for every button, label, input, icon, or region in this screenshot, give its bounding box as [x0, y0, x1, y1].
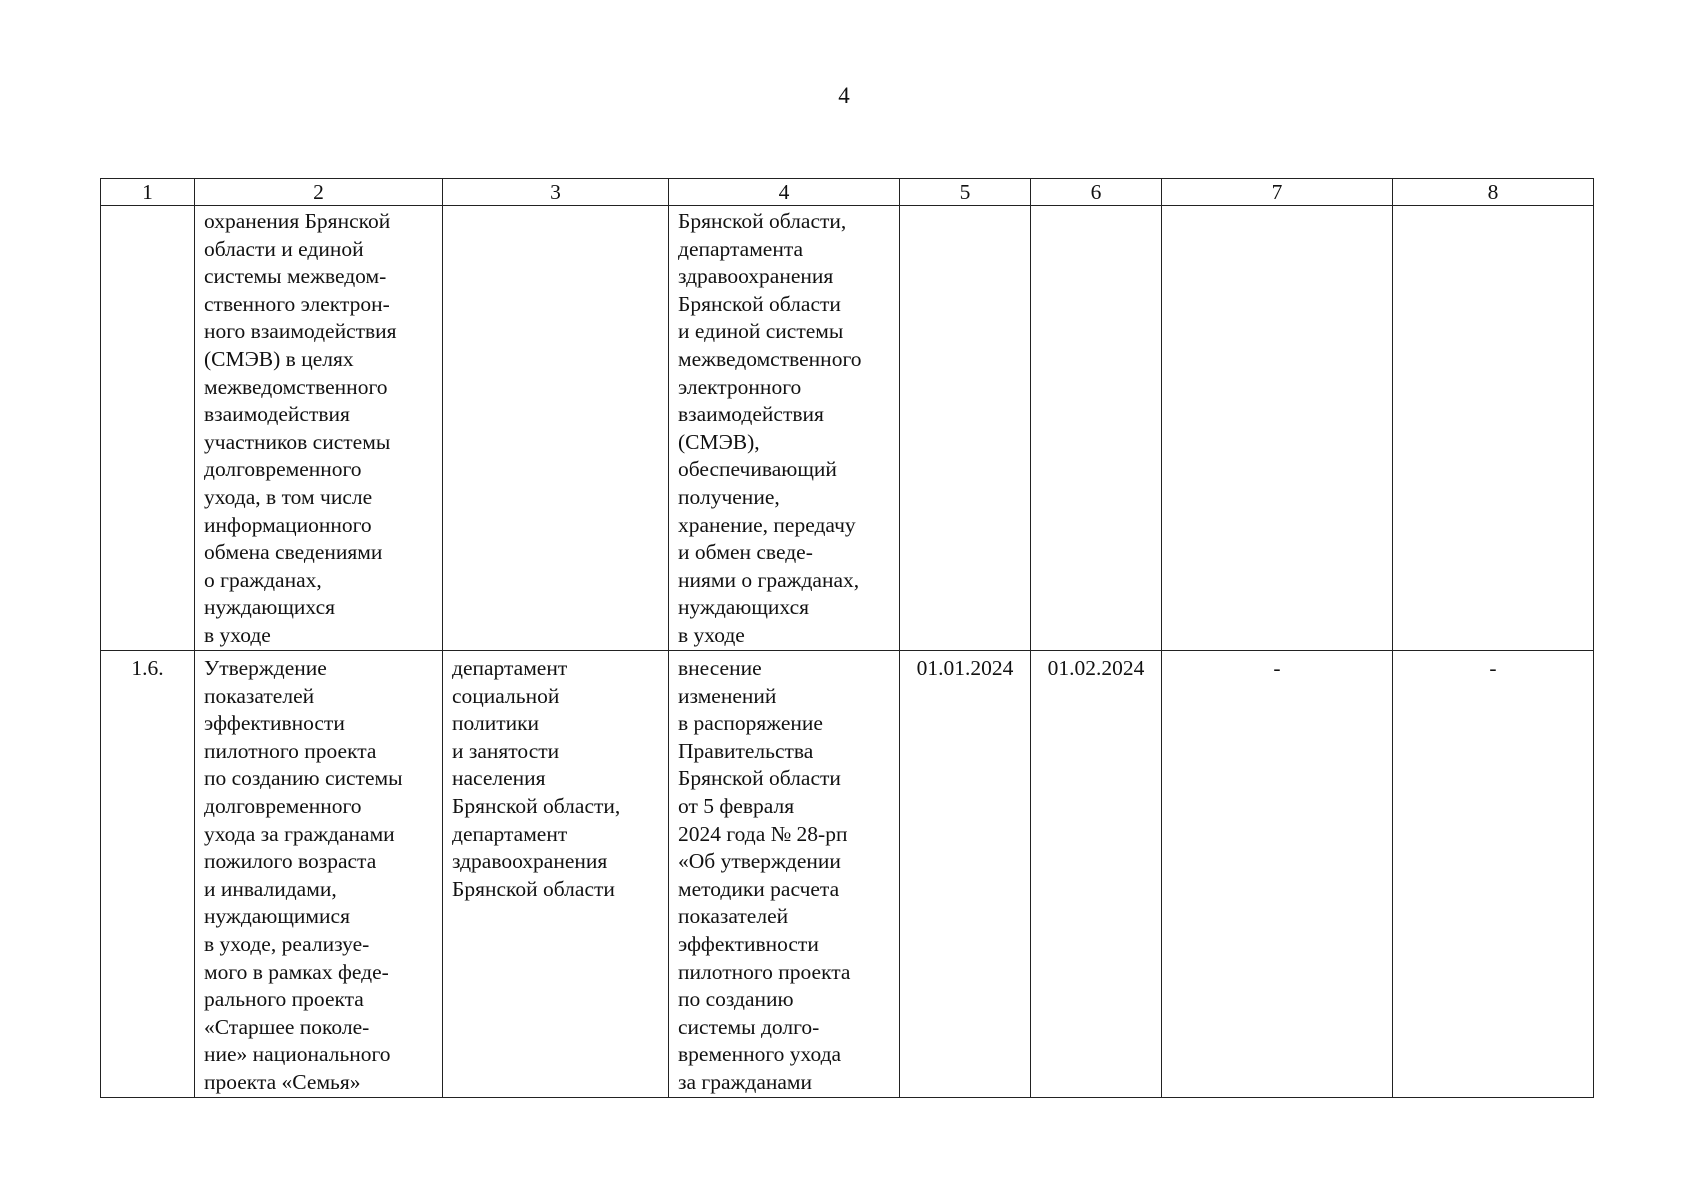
result-cell: внесение изменений в распоряжение Правительства Брянской области от 5 февраля 2024 года № 28-рп «Об утверждении методики расчета показателей эффективности пилотного проекта по созданию системы долго- временного ухода за гражданами — [669, 651, 900, 1098]
header-cell-8: 8 — [1393, 179, 1594, 206]
start-date-cell — [900, 206, 1031, 651]
header-cell-2: 2 — [195, 179, 443, 206]
row-number-cell: 1.6. — [101, 651, 195, 1098]
column-8-cell — [1393, 206, 1594, 651]
header-cell-4: 4 — [669, 179, 900, 206]
responsible-cell: департамент социальной политики и занятости населения Брянской области, департамент здравоохранения Брянской области — [443, 651, 669, 1098]
page-number: 4 — [838, 83, 850, 108]
header-cell-6: 6 — [1031, 179, 1162, 206]
start-date-cell: 01.01.2024 — [900, 651, 1031, 1098]
table-row — [101, 651, 1594, 1098]
row-number-cell — [101, 206, 195, 651]
table-header-row — [101, 179, 1594, 206]
column-8-cell: - — [1393, 651, 1594, 1098]
end-date-cell: 01.02.2024 — [1031, 651, 1162, 1098]
responsible-cell — [443, 206, 669, 651]
header-cell-3: 3 — [443, 179, 669, 206]
column-7-cell: - — [1162, 651, 1393, 1098]
measures-table — [100, 178, 1594, 1098]
end-date-cell — [1031, 206, 1162, 651]
measure-name-cell: Утверждение показателей эффективности пилотного проекта по созданию системы долговременного ухода за гражданами пожилого возраста и инвалидами, нуждающимися в уходе, реализуе- мого в рамках феде- рального проекта «Старшее поколе- ние» национального проекта «Семья» — [195, 651, 443, 1098]
header-cell-5: 5 — [900, 179, 1031, 206]
result-cell: Брянской области, департамента здравоохранения Брянской области и единой системы межведомственного электронного взаимодействия (СМЭВ), обеспечивающий получение, хранение, передачу и обмен сведе- ниями о гражданах, нуждающихся в уходе — [669, 206, 900, 651]
header-cell-7: 7 — [1162, 179, 1393, 206]
header-cell-1: 1 — [101, 179, 195, 206]
measure-name-cell: охранения Брянской области и единой системы межведом- ственного электрон- ного взаимодействия (СМЭВ) в целях межведомственного взаимодействия участников системы долговременного ухода, в том числе информационного обмена сведениями о гражданах, нуждающихся в уходе — [195, 206, 443, 651]
column-7-cell — [1162, 206, 1393, 651]
table-row — [101, 206, 1594, 651]
